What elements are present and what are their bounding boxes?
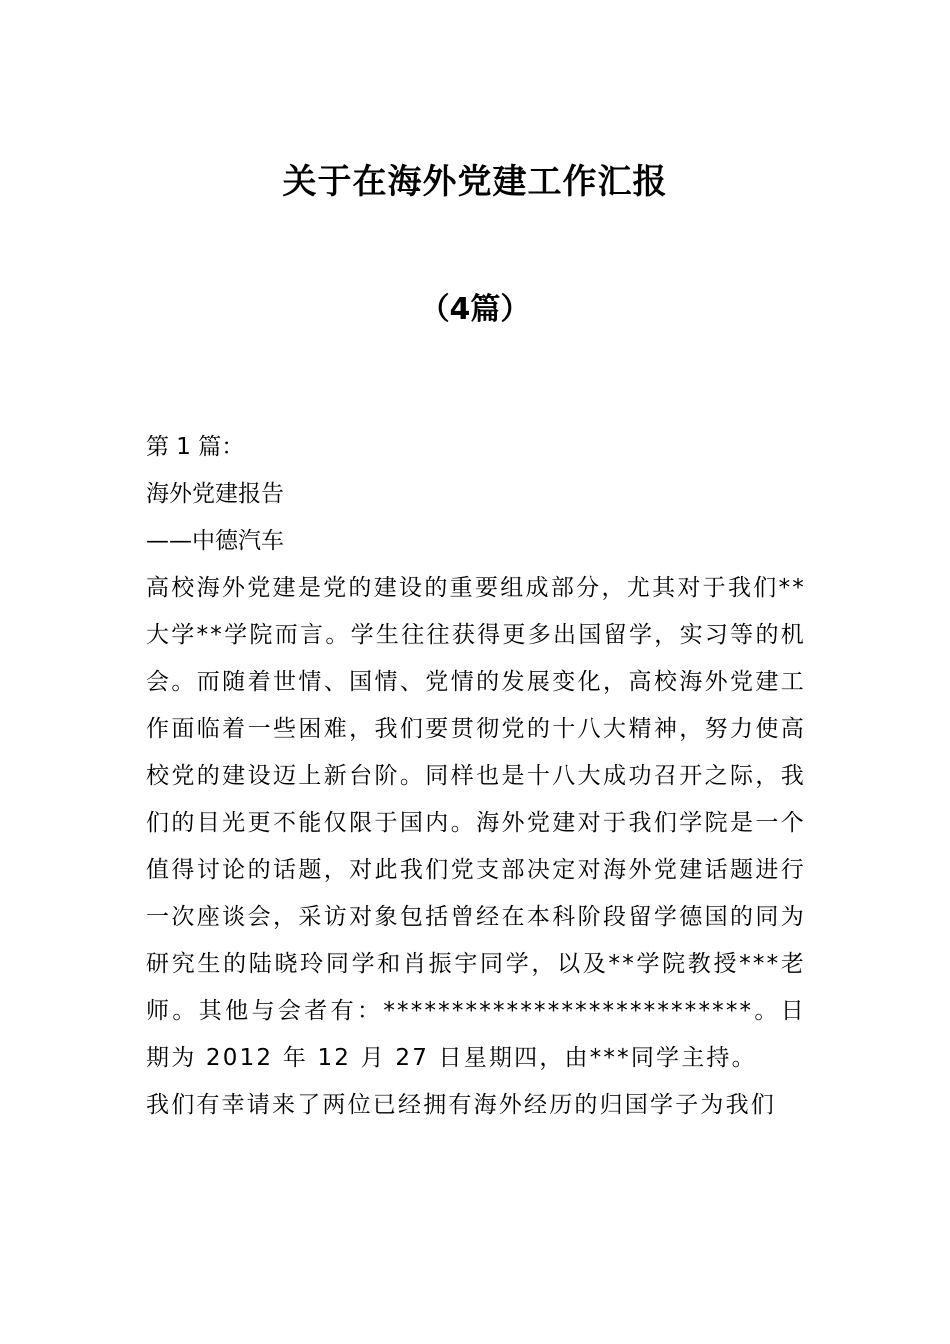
section-label: 第 1 篇：: [146, 434, 245, 460]
document-title: 关于在海外党建工作汇报: [282, 162, 668, 202]
body-paragraph: 我们有幸请来了两位已经拥有海外经历的归国学子为我们: [146, 1092, 776, 1118]
document-body: [146, 424, 806, 1129]
body-paragraph: 高校海外党建是党的建设的重要组成部分，尤其对于我们**大学**学院而言。学生往往获得更多出国留学，实习等的机会。而随着世情、国情、党情的发展变化，高校海外党建工作面临着一些困难，我们要贯彻党的十八大精神，努力使高校党的建设迈上新台阶。同样也是十八大成功召开之际，我们的目光更不能仅限于国内。海外党建对于我们学院是一个值得讨论的话题，对此我们党支部决定对海外党建话题进行一次座谈会，采访对象包括曾经在本科阶段留学德国的同为研究生的陆晓玲同学和肖振宇同学，以及**学院教授***老师。其他与会者有：***************************。日期为 2012 年 12 月 27 日星期四，由***同学主持。: [146, 575, 806, 1071]
document-subtitle: （4篇）: [419, 292, 531, 327]
article-byline: ——中德汽车: [146, 528, 284, 554]
article-title: 海外党建报告: [146, 481, 284, 507]
